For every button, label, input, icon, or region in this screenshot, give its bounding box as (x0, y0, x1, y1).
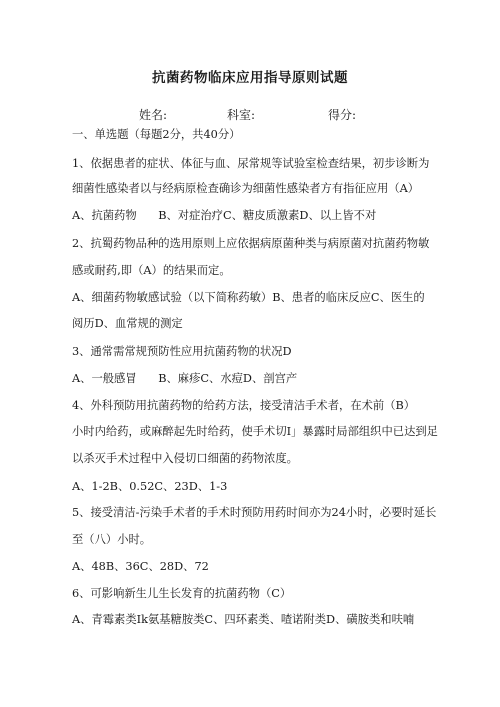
question-6-options: A、青霉素类Ik氨基糖胺类C、四环素类、喳诺附类D、磺胺类和呋喃 (72, 613, 415, 626)
question-5-stem-line-1: 5、接受清洁-污染手术者的手术时预防用药时间亦为24小时，必要时延长 (72, 506, 437, 519)
question-5-stem-line-2: 至（八）小时。 (72, 533, 152, 546)
question-4-stem-line-3: 以杀灭手术过程中入侵切口细菌的药物浓度。 (72, 452, 298, 465)
question-5-options: A、48B、36C、28D、72 (72, 560, 209, 573)
question-1-options: A、抗菌药物 B、对症治疗C、糖皮质激素D、以上皆不对 (72, 209, 377, 222)
question-4-stem-line-1: 4、外科预防用抗菌药物的给药方法，接受清洁手术者，在术前（B） (72, 399, 416, 412)
question-3-stem: 3、通常需常规预防性应用抗菌药物的状况D (72, 345, 292, 358)
department-label: 科室: (227, 108, 256, 122)
question-1-stem-line-2: 细菌性感染者以与经病原检查确诊为细菌性感染者方有指征应用（A） (72, 182, 420, 195)
page-title: 抗菌药物临床应用指导原则试题 (152, 70, 348, 86)
question-1-stem-line-1: 1、依据患者的症状、体征与血、尿常规等试验室检查结果，初步诊断为 (72, 157, 430, 170)
question-2-options-line-1: A、细菌药物敏感试验（以下简称药敏）B、患者的临床反应C、医生的 (72, 291, 425, 304)
score-label: 得分: (328, 108, 357, 122)
question-4-options: A、1-2B、0.52C、23D、1-3 (72, 480, 228, 493)
question-4-stem-line-2: 小时内给药，或麻醉起先时给药，使手术切I」暴露时局部组织中已达到足 (72, 425, 438, 438)
name-label: 姓名: (139, 108, 168, 122)
question-2-stem-line-2: 感或耐药,即（A）的结果而定。 (72, 264, 231, 277)
question-2-stem-line-1: 2、抗蜀药物品种的选用原则上应依据病原菌种类与病原菌对抗菌药物敏 (72, 237, 430, 250)
question-3-options: A、一般感冒 B、麻疹C、水痘D、剖宫产 (72, 372, 298, 385)
question-6-stem: 6、可影响新生儿生长发育的抗菌药物（C） (72, 587, 292, 600)
question-2-options-line-2: 阅历D、血常规的测定 (72, 317, 183, 330)
section-heading: 一、单选题（每题2分，共40分） (72, 128, 241, 141)
